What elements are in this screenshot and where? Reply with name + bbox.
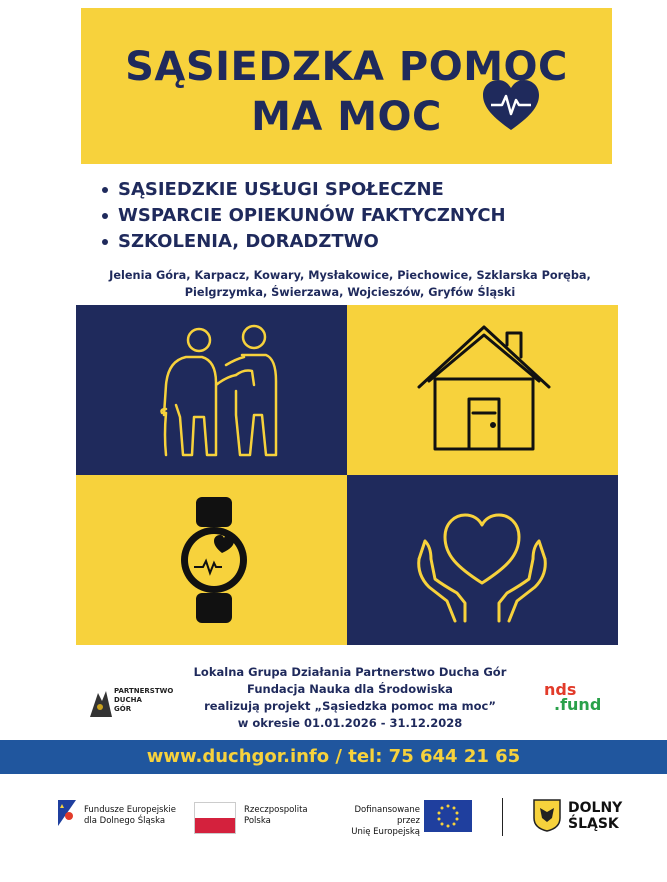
funding-logos-footer: [52, 788, 636, 846]
cofunded-line-2: Unię Europejską: [351, 827, 420, 837]
bullet-dot: [102, 187, 108, 193]
poland-line-2: Polska: [244, 816, 271, 826]
polish-flag-icon: [194, 802, 236, 834]
nds-logo-top: nds: [544, 680, 577, 699]
organizer-line-3: realizują projekt „Sąsiedzka pomoc ma moc”: [204, 699, 496, 713]
hands-heart-tile: [347, 475, 618, 645]
contact-bar: [0, 740, 667, 774]
nds-logo-bottom: .fund: [554, 695, 602, 714]
eu-funds-icon: [56, 798, 78, 828]
service-item: WSPARCIE OPIEKUNÓW FAKTYCZNYCH: [102, 203, 622, 229]
caregiver-tile: [76, 305, 347, 475]
service-item: SĄSIEDZKIE USŁUGI SPOŁECZNE: [102, 177, 622, 203]
title-line-2: MA MOC: [251, 94, 442, 140]
poland-line-1: Rzeczpospolita: [244, 805, 308, 815]
partner-logo-line-2: DUCHA: [114, 696, 142, 704]
smartwatch-heart-icon: [76, 475, 347, 645]
smartwatch-tile: [76, 475, 347, 645]
eagle-crest-icon: [532, 798, 562, 832]
service-item: SZKOLENIA, DORADZTWO: [102, 229, 622, 255]
hands-heart-icon: [347, 475, 618, 645]
nds-fund-logo: [540, 680, 620, 720]
contact-info: www.duchgor.info / tel: 75 644 21 65: [146, 746, 521, 767]
organizers-text: [180, 664, 520, 732]
towns-list: [90, 267, 610, 301]
partner-logo-line-1: PARTNERSTWO: [114, 687, 174, 695]
eu-funds-line-2: dla Dolnego Śląska: [84, 816, 166, 826]
house-tile: [347, 305, 618, 475]
bullet-dot: [102, 239, 108, 245]
organizer-line-1: Lokalna Grupa Działania Partnerstwo Ducha Gór: [193, 665, 507, 679]
partner-logo-line-3: GÓR: [114, 705, 132, 713]
caregiver-elderly-icon: [76, 305, 347, 475]
partner-logo: [86, 683, 176, 723]
house-icon: [347, 305, 618, 475]
region-line-2: ŚLĄSK: [568, 816, 619, 832]
footer-divider: [502, 798, 503, 836]
eu-funds-line-1: Fundusze Europejskie: [84, 805, 176, 815]
region-line-1: DOLNY: [568, 800, 623, 816]
heart-pulse-icon: [481, 78, 541, 134]
towns-line-1: Jelenia Góra, Karpacz, Kowary, Mysłakowice, Piechowice, Szklarska Poręba,: [109, 269, 591, 282]
bullet-dot: [102, 213, 108, 219]
eu-flag-icon: [424, 800, 472, 832]
towns-line-2: Pielgrzymka, Świerzawa, Wojcieszów, Gryfów Śląski: [184, 286, 516, 299]
organizer-line-2: Fundacja Nauka dla Środowiska: [247, 682, 453, 696]
organizer-line-4: w okresie 01.01.2026 - 31.12.2028: [237, 716, 463, 730]
cofunded-line-1: Dofinansowane przez: [354, 805, 420, 826]
services-list: [102, 177, 622, 255]
title-line-1: SĄSIEDZKA POMOC: [125, 44, 568, 90]
